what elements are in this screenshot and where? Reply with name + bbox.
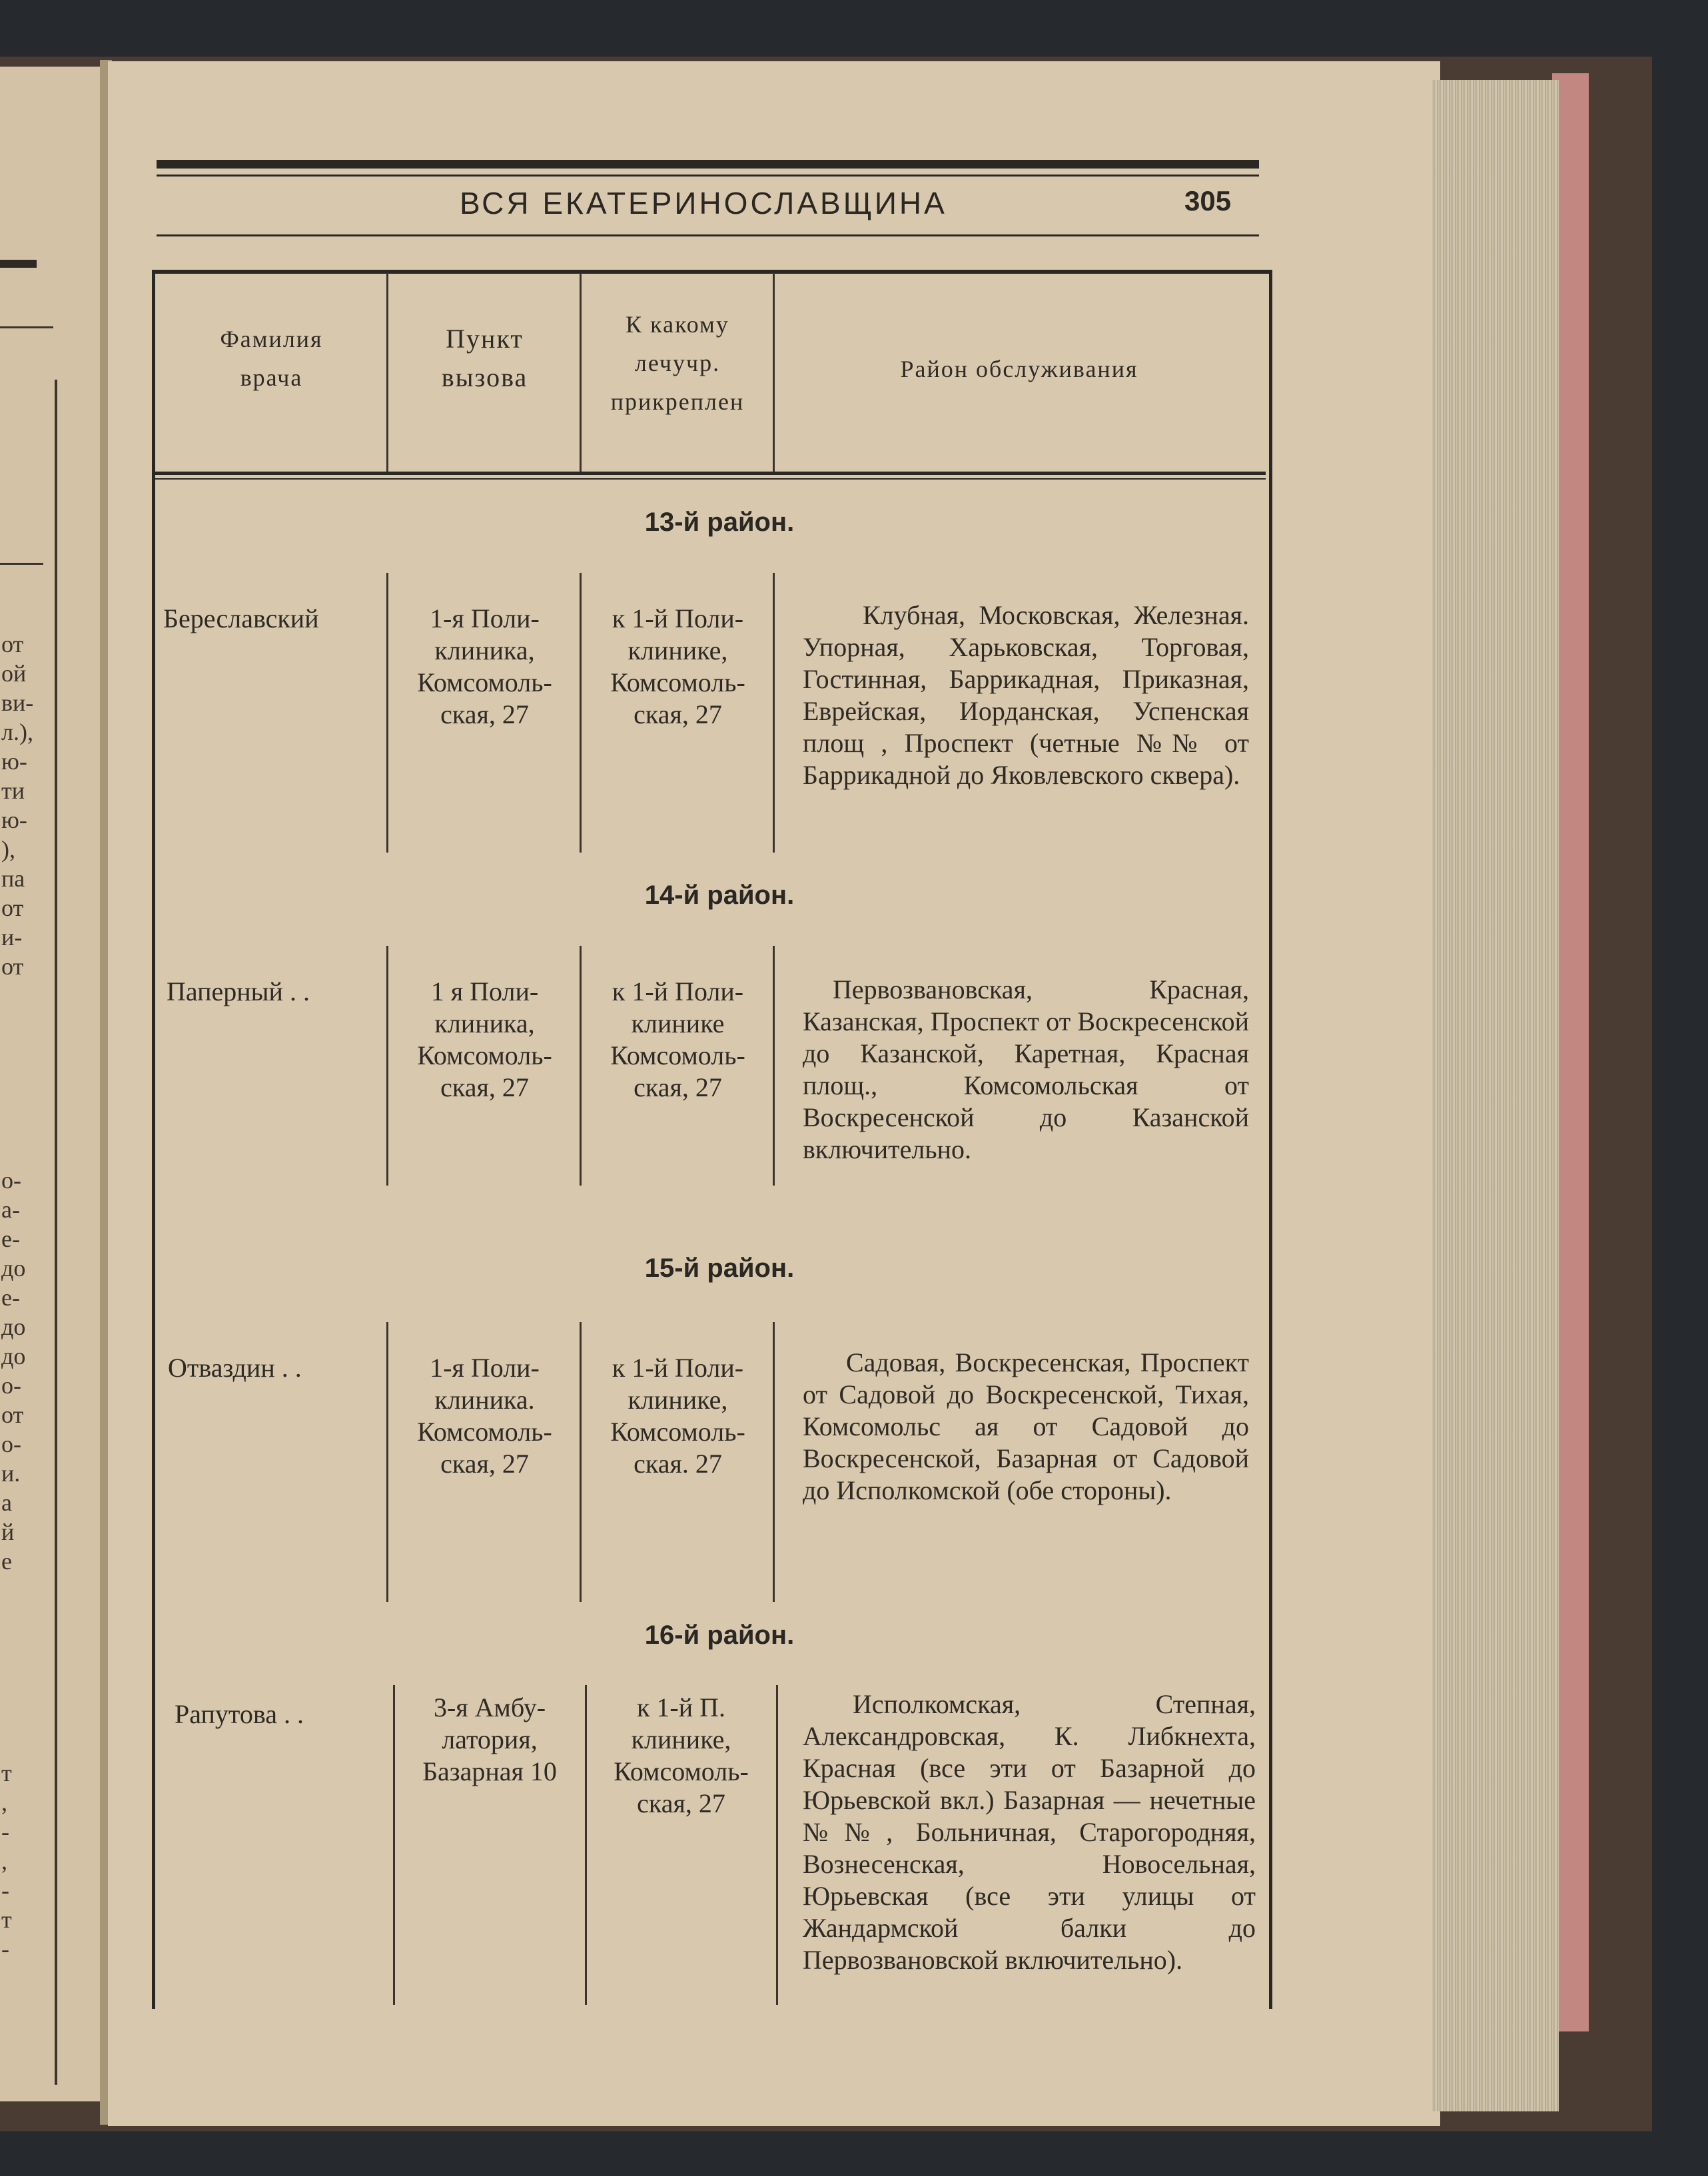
column-header-attached-to: [581, 305, 774, 421]
header-text: вызова: [441, 362, 528, 392]
column-separator: [773, 1322, 775, 1602]
cell-line: Комсомоль-: [610, 667, 745, 697]
doctor-name: Паперный . .: [167, 976, 310, 1006]
cell-line: 1-я Поли-: [430, 603, 540, 633]
header-text: Фамилия: [220, 326, 323, 352]
column-separator: [580, 946, 582, 1186]
column-separator: [580, 273, 582, 473]
header-text: лечучр.: [634, 350, 721, 376]
cell-line: клинике,: [628, 1385, 728, 1415]
service-area: Исполкомская, Степная, Александровская, К. Либкнехта, Красная (все эти от Базарной до Юрьевской вкл.) Базарная — нечетные №№, Больничная, Старогородняя, Вознесенская, Новосельная, Юрьевская (все эти улицы от Жандармской балки до Первозвановской включительно).: [803, 1689, 1256, 1975]
cell-line: Базарная 10: [422, 1756, 557, 1786]
fragment: а: [1, 1489, 12, 1516]
page-stack-edge: [1432, 80, 1559, 2111]
column-header-call-point: [390, 320, 580, 397]
fragment: т: [1, 1760, 12, 1786]
service-area: Первозвановская, Красная, Казанская, Проспект от Воскресенской до Казанской, Каретная, Красная площ., Комсомольская от Воскресенской до Казанской включительно.: [803, 974, 1249, 1164]
fragment: ви-: [1, 689, 34, 716]
cell-line: ская, 27: [440, 1072, 529, 1102]
cell-line: клинике,: [631, 1724, 731, 1754]
fragment: о-: [1, 1372, 21, 1399]
header-rule: [157, 175, 1259, 177]
left-page-rule: [0, 260, 37, 268]
doctor-name: Отваздин . .: [168, 1353, 302, 1383]
fragment: ти: [1, 777, 25, 804]
fragment: т: [1, 1906, 12, 1933]
fragment: от: [1, 953, 24, 980]
left-page-text-fragments: [1, 629, 41, 981]
column-separator: [776, 1685, 778, 2005]
doctor-name: Береславский: [163, 603, 319, 633]
page-number: 305: [1184, 185, 1232, 216]
call-point: [390, 603, 580, 731]
call-point: [390, 1692, 590, 1788]
district-title: 13-й район.: [644, 508, 795, 537]
column-separator: [386, 946, 388, 1186]
cell-line: ская, 27: [637, 1788, 725, 1818]
fragment: -: [1, 1818, 9, 1845]
fragment: ю-: [1, 807, 27, 833]
fragment: до: [1, 1313, 26, 1340]
cell-line: клиника.: [434, 1385, 535, 1415]
left-page-rule: [0, 563, 43, 565]
column-separator: [773, 946, 775, 1186]
left-page-text-fragments: [1, 1758, 41, 1964]
cell-line: клинике: [631, 1008, 725, 1038]
column-separator: [386, 273, 388, 473]
column-separator: [393, 1685, 395, 2005]
fragment: л.),: [1, 719, 33, 745]
column-header-area: [776, 350, 1262, 388]
fragment: ,: [1, 1789, 7, 1816]
header-text: прикреплен: [610, 388, 745, 415]
left-page-column-line: [55, 380, 57, 2085]
cell-line: Комсомоль-: [417, 667, 552, 697]
cell-line: Комсомоль-: [614, 1756, 749, 1786]
left-page-text-fragments: [1, 1166, 41, 1576]
call-point: [390, 976, 580, 1104]
cell-line: Комсомоль-: [610, 1040, 745, 1070]
call-point: [390, 1352, 580, 1480]
attached-to: [583, 603, 773, 731]
cell-line: к 1-й Поли-: [612, 976, 744, 1006]
cell-line: 1-я Поли-: [430, 1353, 540, 1383]
fragment: от: [1, 895, 24, 921]
left-page-rule: [0, 326, 53, 328]
fragment: -: [1, 1877, 9, 1904]
column-separator: [773, 273, 775, 473]
fragment: а-: [1, 1196, 20, 1223]
cell-line: Комсомоль-: [417, 1417, 552, 1447]
header-text: Район обслуживания: [900, 356, 1138, 382]
fragment: е-: [1, 1284, 20, 1311]
cell-line: ская, 27: [634, 1072, 722, 1102]
fragment: -: [1, 1936, 9, 1962]
header-rule: [153, 478, 1266, 480]
left-page: [0, 67, 110, 2101]
fragment: е: [1, 1548, 12, 1575]
service-area: Садовая, Воскресенская, Проспект от Садовой до Воскресенской, Тихая, Комсомольс ая от Садовой до Воскресенской, Базарная от Садовой до Исполкомской (обе стороны).: [803, 1347, 1249, 1505]
fragment: от: [1, 1401, 24, 1428]
cell-line: к 1-й Поли-: [612, 603, 744, 633]
attached-to: [583, 976, 773, 1104]
attached-to: [586, 1692, 776, 1820]
district-title: 16-й район.: [644, 1621, 795, 1650]
attached-to: [583, 1352, 773, 1480]
running-title: ВСЯ ЕКАТЕРИНОСЛАВЩИНА: [460, 186, 947, 220]
fragment: па: [1, 865, 25, 892]
fragment: и.: [1, 1460, 21, 1487]
cell-line: к 1-й Поли-: [612, 1353, 744, 1383]
cell-line: клинике,: [628, 635, 728, 665]
column-header-doctor: [157, 320, 386, 397]
fragment: ю-: [1, 748, 27, 775]
fragment: е-: [1, 1226, 20, 1252]
service-area: Клубная, Московская, Железная. Упорная, Харьковская, Торговая, Гостинная, Баррикадная, Приказная, Еврейская, Иорданская, Успенская площ , Проспект (четные №№ от Баррикадной до Яковлевского сквера).: [803, 600, 1249, 790]
cell-line: ская, 27: [634, 699, 722, 729]
header-rule: [157, 160, 1259, 169]
cell-line: ская, 27: [440, 1449, 529, 1479]
column-separator: [585, 1685, 587, 2005]
header-rule: [157, 234, 1259, 236]
cell-line: клиника,: [434, 1008, 535, 1038]
fragment: до: [1, 1255, 26, 1281]
fragment: о-: [1, 1167, 21, 1194]
fragment: о-: [1, 1431, 21, 1457]
district-title: 15-й район.: [644, 1254, 795, 1283]
column-separator: [386, 1322, 388, 1602]
fragment: от: [1, 631, 24, 657]
cell-line: 1 я Поли-: [430, 976, 539, 1006]
fragment: ой: [1, 660, 27, 687]
fragment: до: [1, 1343, 26, 1369]
cell-line: ская, 27: [440, 699, 529, 729]
fragment: ),: [1, 836, 15, 863]
header-text: врача: [240, 364, 303, 391]
header-text: К какому: [626, 311, 729, 338]
column-separator: [773, 573, 775, 853]
fragment: й: [1, 1519, 15, 1545]
cell-line: латория,: [442, 1724, 538, 1754]
column-separator: [580, 573, 582, 853]
header-text: Пункт: [446, 324, 524, 354]
cell-line: клиника,: [434, 635, 535, 665]
district-title: 14-й район.: [644, 881, 795, 910]
fragment: ,: [1, 1848, 7, 1874]
column-separator: [580, 1322, 582, 1602]
cell-line: Комсомоль-: [417, 1040, 552, 1070]
fragment: и-: [1, 924, 23, 950]
cell-line: 3-я Амбу-: [433, 1692, 546, 1722]
header-rule: [153, 472, 1266, 475]
column-separator: [386, 573, 388, 853]
doctor-name: Рапутова . .: [175, 1699, 304, 1729]
cell-line: ская. 27: [634, 1449, 722, 1479]
cell-line: к 1-й П.: [636, 1692, 726, 1722]
cell-line: Комсомоль-: [610, 1417, 745, 1447]
